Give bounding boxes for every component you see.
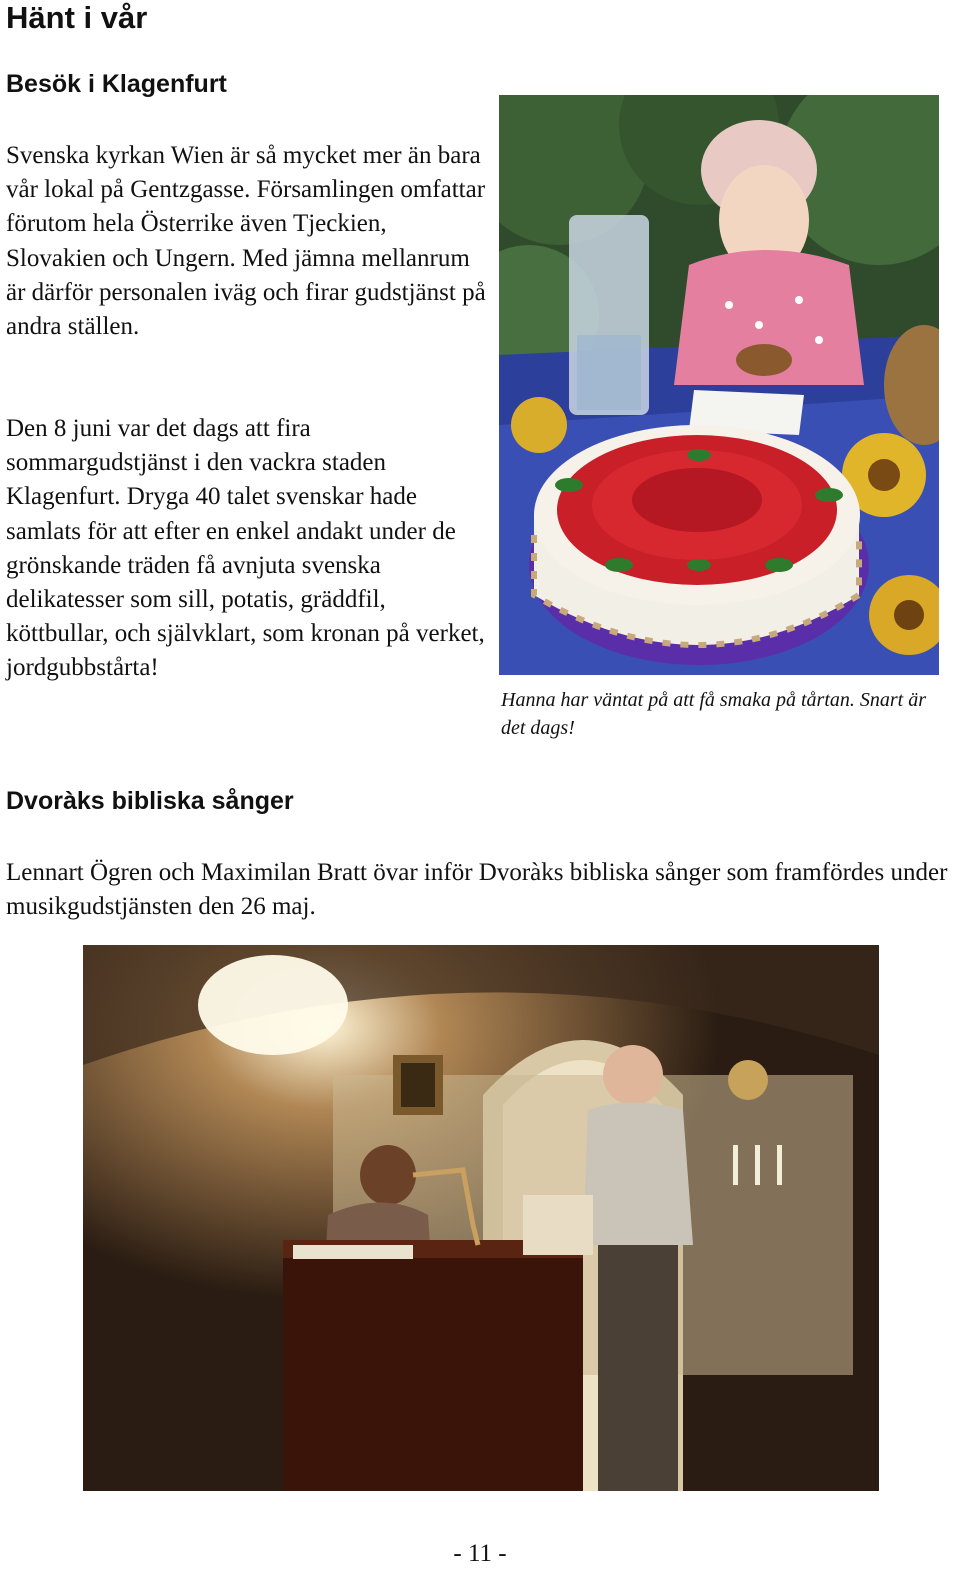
photo-caption: Hanna har väntat på att få smaka på tårtan. Snart är det dags! (501, 689, 927, 739)
klagenfurt-paragraph-2: Den 8 juni var det dags att fira sommargudstjänst i den vackra staden Klagenfurt. Dryga 40 talet svenskar hade samlats för att efter en enkel andakt under de grönskande träden få avnjuta svenska delikatesser som sill, potatis, gräddfil, köttbullar, och självklart, som kronan på verket, jordgubbstårta! (6, 415, 485, 682)
page-title: Hänt i vår (6, 0, 148, 35)
dvorak-paragraph: Lennart Ögren och Maximilan Bratt övar inför Dvoràks bibliska sånger som framfördes under musikgudstjänsten den 26 maj. (6, 859, 948, 920)
photo-girl-with-strawberry-cake (499, 95, 939, 675)
page-number: - 11 - (453, 1540, 507, 1567)
photo-musicians-rehearsing (83, 945, 879, 1491)
klagenfurt-paragraph-1: Svenska kyrkan Wien är så mycket mer än bara vår lokal på Gentzgasse. Församlingen omfattar förutom hela Österrike även Tjeckien, Slovakien och Ungern. Med jämna mellanrum är därför personalen iväg och firar gudstjänst på andra ställen. (6, 142, 486, 341)
section-heading-dvorak: Dvoràks bibliska sånger (6, 787, 294, 815)
section-heading-klagenfurt: Besök i Klagenfurt (6, 70, 227, 98)
